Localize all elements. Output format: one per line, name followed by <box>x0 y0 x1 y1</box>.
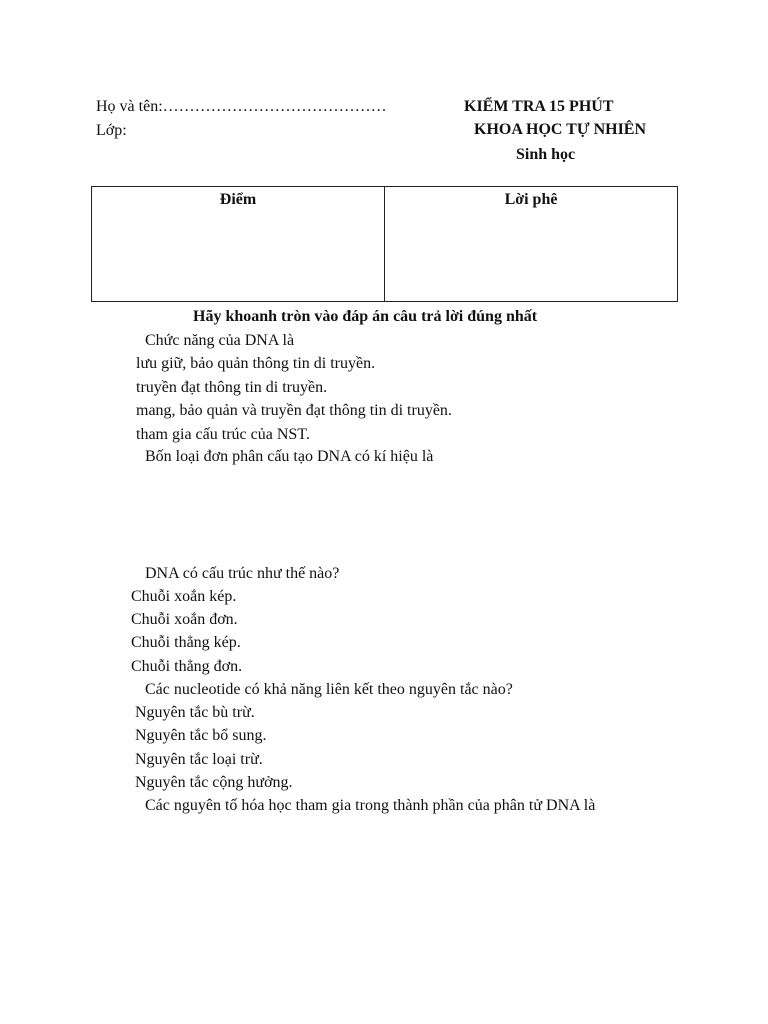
score-cell[interactable] <box>92 187 384 301</box>
subsubject-title: Sinh học <box>516 146 576 163</box>
question-4-option-2[interactable]: Nguyên tắc bổ sung. <box>135 727 267 744</box>
question-5-text: Các nguyên tố hóa học tham gia trong thành phần của phân tử DNA là <box>145 797 596 814</box>
question-1-option-1[interactable]: lưu giữ, bảo quản thông tin di truyền. <box>136 355 376 372</box>
question-3-text: DNA có cấu trúc như thế nào? <box>145 565 340 582</box>
question-1-option-3[interactable]: mang, bảo quản và truyền đạt thông tin di truyền. <box>136 402 452 419</box>
question-2-text: Bốn loại đơn phân cấu tạo DNA có kí hiệu là <box>145 448 434 465</box>
subject-title: KHOA HỌC TỰ NHIÊN <box>474 121 647 138</box>
test-title: KIỂM TRA 15 PHÚT <box>464 98 614 115</box>
score-table <box>91 186 678 302</box>
question-3-option-1[interactable]: Chuỗi xoắn kép. <box>131 588 237 605</box>
question-4-option-4[interactable]: Nguyên tắc cộng hưởng. <box>135 774 293 791</box>
question-1-option-4[interactable]: tham gia cấu trúc của NST. <box>136 426 310 443</box>
class-label: Lớp: <box>96 122 127 139</box>
score-header: Điểm <box>219 191 257 208</box>
question-4-option-3[interactable]: Nguyên tắc loại trừ. <box>135 751 263 768</box>
question-1-option-2[interactable]: truyền đạt thông tin di truyền. <box>136 379 328 396</box>
question-3-option-3[interactable]: Chuỗi thẳng kép. <box>131 634 241 651</box>
question-4-option-1[interactable]: Nguyên tắc bù trừ. <box>135 704 255 721</box>
question-3-option-2[interactable]: Chuỗi xoắn đơn. <box>131 611 238 628</box>
instruction-text: Hãy khoanh tròn vào đáp án câu trả lời đúng nhất <box>193 308 538 325</box>
student-name-label: Họ và tên:…………………………………… <box>96 98 387 115</box>
question-3-option-4[interactable]: Chuỗi thẳng đơn. <box>131 658 243 675</box>
question-1-text: Chức năng của DNA là <box>145 332 295 349</box>
comment-cell[interactable] <box>384 187 677 301</box>
question-4-text: Các nucleotide có khả năng liên kết theo nguyên tắc nào? <box>145 681 513 698</box>
comment-header: Lời phê <box>504 191 558 208</box>
